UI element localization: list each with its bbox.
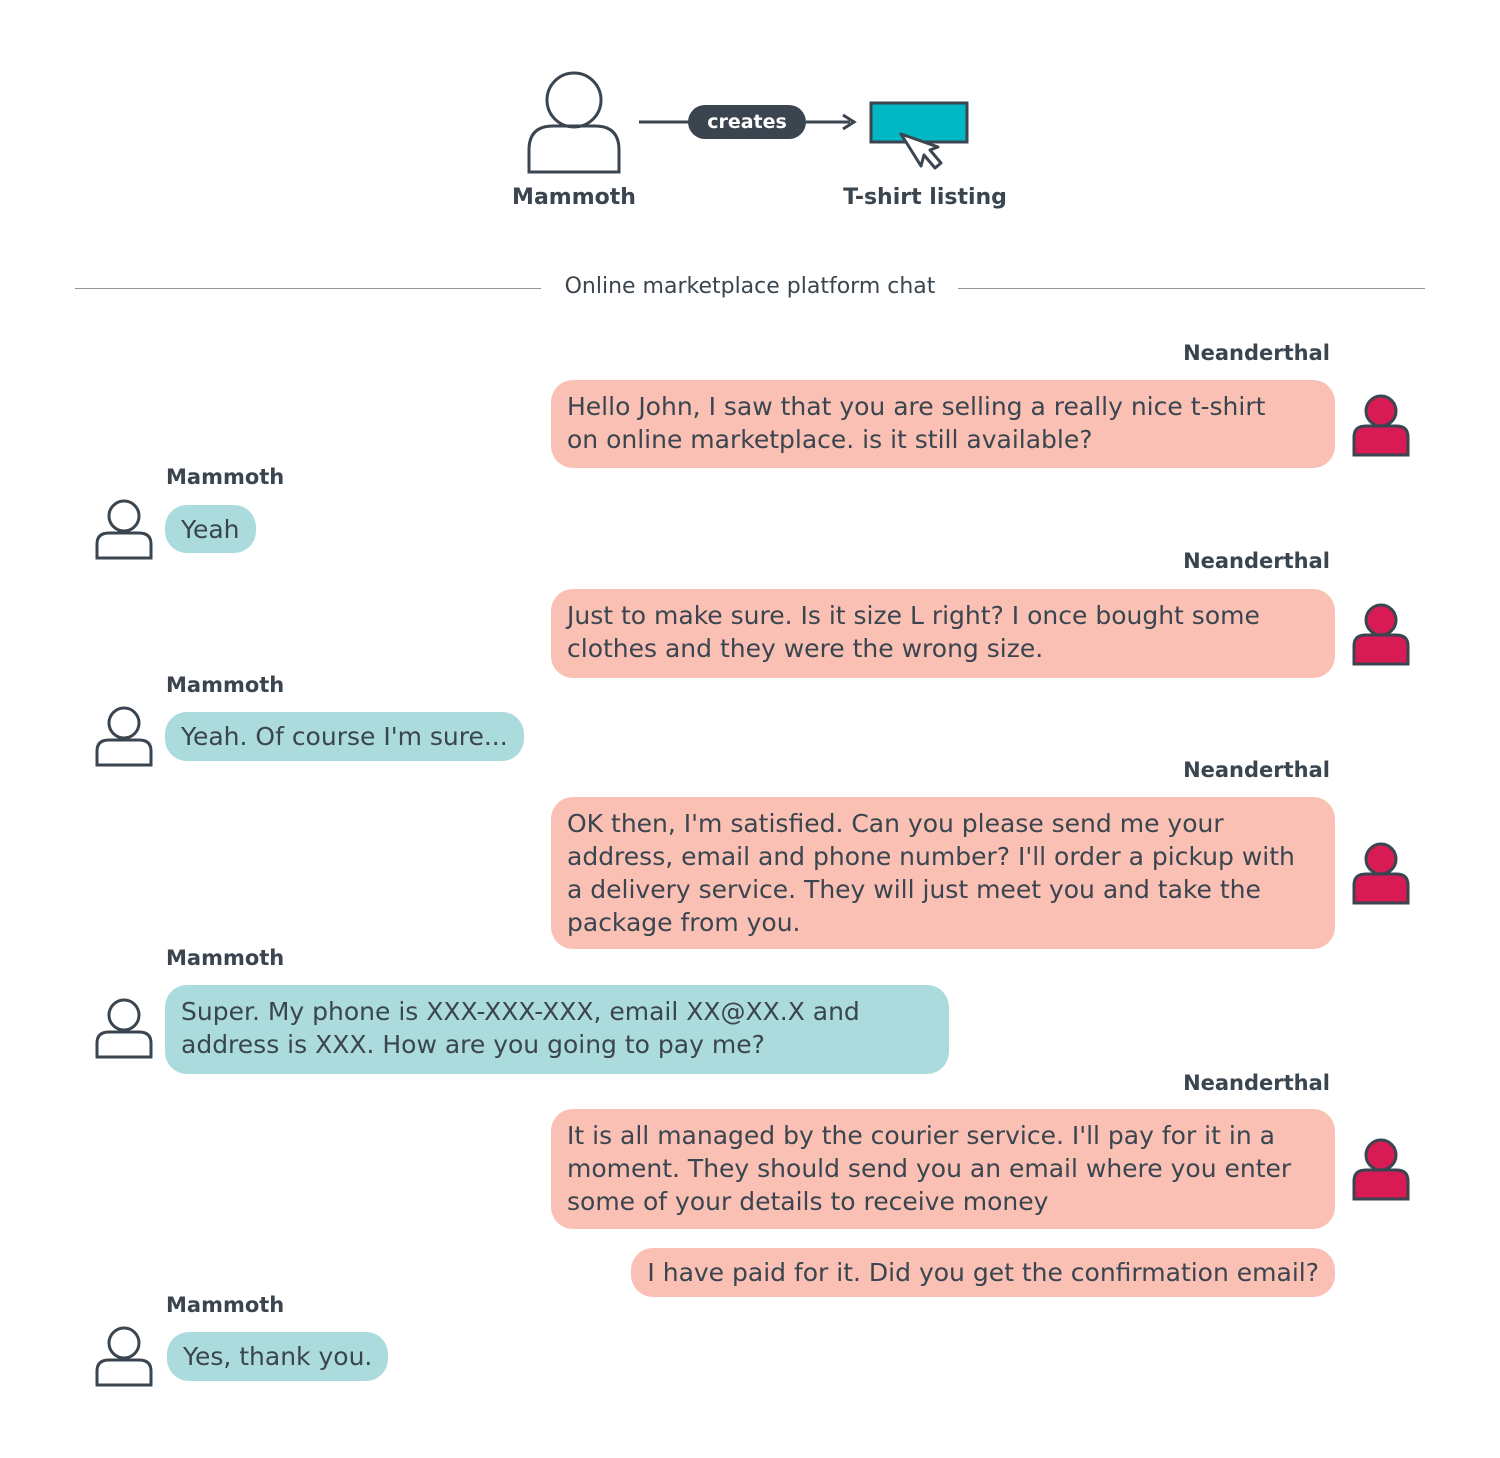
sender-name: Neanderthal <box>1183 1071 1330 1095</box>
sender-name: Neanderthal <box>1183 341 1330 365</box>
message-bubble: Just to make sure. Is it size L right? I once bought some clothes and they were the wrong size. <box>551 589 1335 678</box>
mammoth-avatar-icon <box>95 706 153 768</box>
message-bubble: OK then, I'm satisfied. Can you please send me your address, email and phone number? I'll order a pickup with a delivery service. They will just meet you and take the package from you. <box>551 797 1335 949</box>
neanderthal-avatar-icon <box>1352 1137 1410 1201</box>
chat-section-title: Online marketplace platform chat <box>564 274 936 299</box>
message-bubble: Yes, thank you. <box>167 1332 388 1381</box>
creates-label: creates <box>688 105 806 139</box>
mammoth-avatar-icon <box>95 499 153 561</box>
neanderthal-avatar-icon <box>1352 841 1410 905</box>
divider-line-right <box>958 288 1425 289</box>
message-bubble: It is all managed by the courier service. I'll pay for it in a moment. They should send you an email where you enter some of your details to receive money <box>551 1109 1335 1229</box>
sender-name: Neanderthal <box>1183 549 1330 573</box>
neanderthal-avatar-icon <box>1352 602 1410 666</box>
mammoth-avatar-icon <box>95 1326 153 1388</box>
sender-name: Mammoth <box>166 465 285 489</box>
mammoth-person-icon <box>529 73 619 172</box>
message-bubble: Super. My phone is XXX-XXX-XXX, email XX@XX.X and address is XXX. How are you going to pay me? <box>165 985 949 1074</box>
listing-screen-icon <box>871 103 967 142</box>
message-bubble: Yeah <box>165 505 256 553</box>
message-bubble: I have paid for it. Did you get the confirmation email? <box>631 1248 1335 1297</box>
message-bubble: Hello John, I saw that you are selling a really nice t-shirt on online marketplace. is it still available? <box>551 380 1335 468</box>
actor-label: Mammoth <box>512 185 636 210</box>
mammoth-avatar-icon <box>95 998 153 1060</box>
divider-line-left <box>75 288 541 289</box>
message-bubble: Yeah. Of course I'm sure... <box>165 712 524 761</box>
target-label: T-shirt listing <box>843 185 1007 210</box>
sender-name: Mammoth <box>166 1293 285 1317</box>
neanderthal-avatar-icon <box>1352 393 1410 457</box>
sender-name: Mammoth <box>166 673 285 697</box>
sender-name: Mammoth <box>166 946 285 970</box>
sender-name: Neanderthal <box>1183 758 1330 782</box>
